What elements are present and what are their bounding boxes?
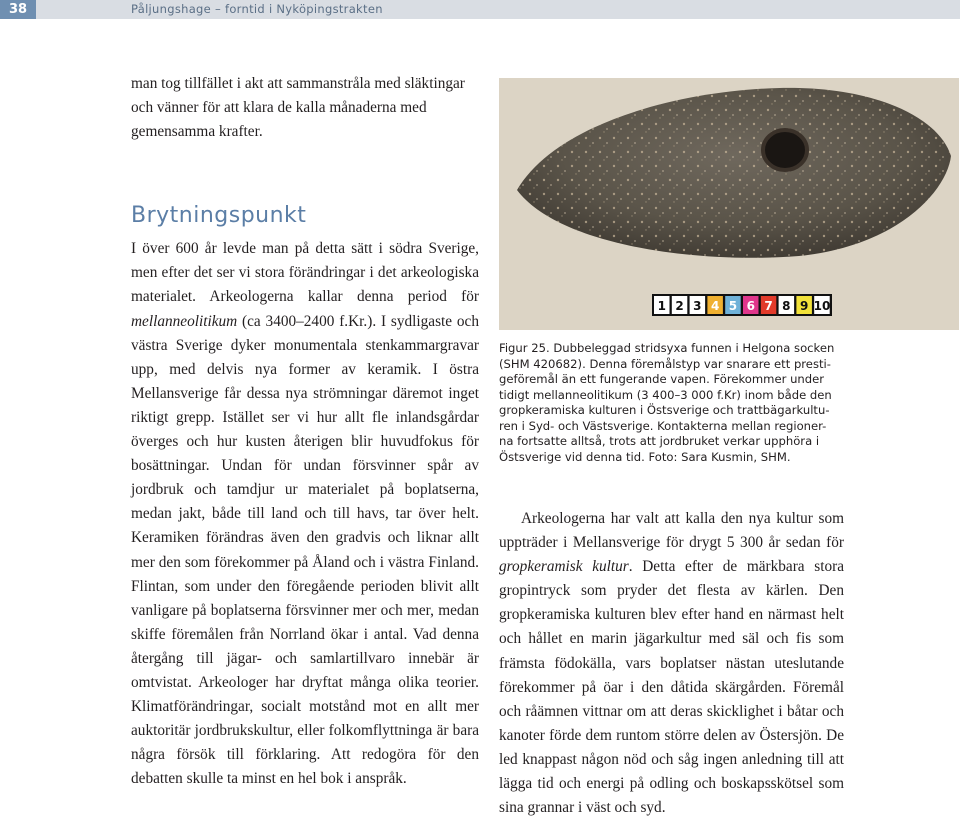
scale-number: 8 — [782, 299, 791, 313]
scale-number: 7 — [764, 299, 773, 313]
caption-line: gropkeramiska kulturen i Östsverige och trattbägarkultu- — [499, 403, 830, 417]
body-paragraph-1 — [131, 237, 479, 791]
scale-number: 9 — [799, 299, 809, 313]
running-head: Påljungshage – forntid i Nyköpingstrakten — [131, 2, 383, 16]
scale-number: 5 — [728, 299, 738, 313]
scale-number: 4 — [710, 299, 720, 313]
caption-line: (SHM 420682). Denna föremålstyp var snarare ett presti- — [499, 356, 831, 371]
intro-paragraph: man tog tillfället i akt att sammanstråla med släktingar och vänner för att klara de kalla månaderna med gemensamma krafter. — [131, 75, 465, 141]
caption-line: Figur 25. Dubbeleggad stridsyxa funnen i Helgona socken — [499, 341, 835, 355]
section-title: Brytningspunkt — [131, 203, 307, 229]
scale-number: 6 — [746, 299, 755, 313]
caption-line: ren i Syd- och Västsverige. Kontakterna mellan regioner- — [499, 418, 827, 433]
page-number: 38 — [0, 0, 36, 19]
measurement-scale — [652, 294, 832, 316]
scale-number: 3 — [693, 299, 702, 313]
p2-text-a: Arkeologerna har valt att kalla den nya kultur som uppträder i Mellansverige för drygt 5 300 år sedan för — [499, 510, 844, 552]
p2-term: gropkeramisk kultur — [499, 558, 629, 576]
scale-number: 10 — [813, 299, 831, 313]
p2-text-b: . Detta efter de märkbara stora gropintryck som pryder det flesta av kärlen. Den gropkeramiska kulturen blev efter hand en närmast helt och hållet en marin jägarkultur med säl och fis som främsta födokälla, vars boplatser nästan uteslutande förekommer på öar i den dåtida skärgården. Föremål och råämnen vittnar om att deras skicklighet i båtar och kanoter förde dem runtom större delen av Östersjön. De led knappast någon nöd och såg ingen anledning till att lägga tid och energi på odling och boskapsskötsel som sina grannar i väst och syd. — [499, 558, 844, 817]
right-column — [499, 507, 844, 820]
caption-line: Östsverige vid denna tid. Foto: Sara Kusmin, SHM. — [499, 449, 791, 464]
scale-number: 1 — [657, 299, 666, 313]
p1-text-b: (ca 3400–2400 f.Kr.). I sydligaste och västra Sverige dyker monumentala stenkammargravar upp, med delvis nya former av keramik. I östra Mellansverige får dessa nya strömningar däremot inget riktigt grepp. Istället ser vi hur allt fle inlandsgårdar överges och hur kusten återigen blir huvudfokus för bosättningar. Undan för undan försvinner spår av jordbruk och tamdjur ur materialet på boplatserna, medan jakt, både till land och till havs, tar över helt. Keramiken förändras även den gradvis och liknar allt mer den som förekommer på Åland och i västra Finland. Flintan, som under den föregående perioden blivit allt vanligare på boplatserna försvinner mer och mer, medan skiffe föremålen från Norrland ökar i antal. Vad denna återgång till jägar- och samlartillvaro innebär är omtvistat. Arkeologer har dryftat många olika teorier. Klimatförändringar, socialt motstånd mot en allt mer auktoritär jordbrukskultur, eller folkomflyttninga är bara några försök till förklaring. Att redogöra för den debatten skulle ta minst en hel bok i anspråk. — [131, 312, 479, 788]
axe-photo — [499, 78, 959, 330]
caption-line: tidigt mellanneolitikum (3 400–3 000 f.Kr) inom både den — [499, 387, 832, 402]
scale-number: 2 — [675, 299, 684, 313]
p1-term: mellanneolitikum — [131, 312, 238, 330]
figure-photo — [499, 78, 959, 330]
p1-text-a: I över 600 år levde man på detta sätt i södra Sverige, men efter det ser vi stora förändringar i det arkeologiska materialet. Arkeologerna kallar denna period för — [131, 240, 479, 306]
caption-line: na fortsatte alltså, trots att jordbruket verkar upphöra i — [499, 434, 820, 448]
caption-line: geföremål än ett fungerande vapen. Förekommer under — [499, 372, 825, 386]
figure-caption — [499, 341, 845, 465]
body-paragraph-2 — [499, 507, 844, 820]
left-column — [131, 72, 479, 791]
